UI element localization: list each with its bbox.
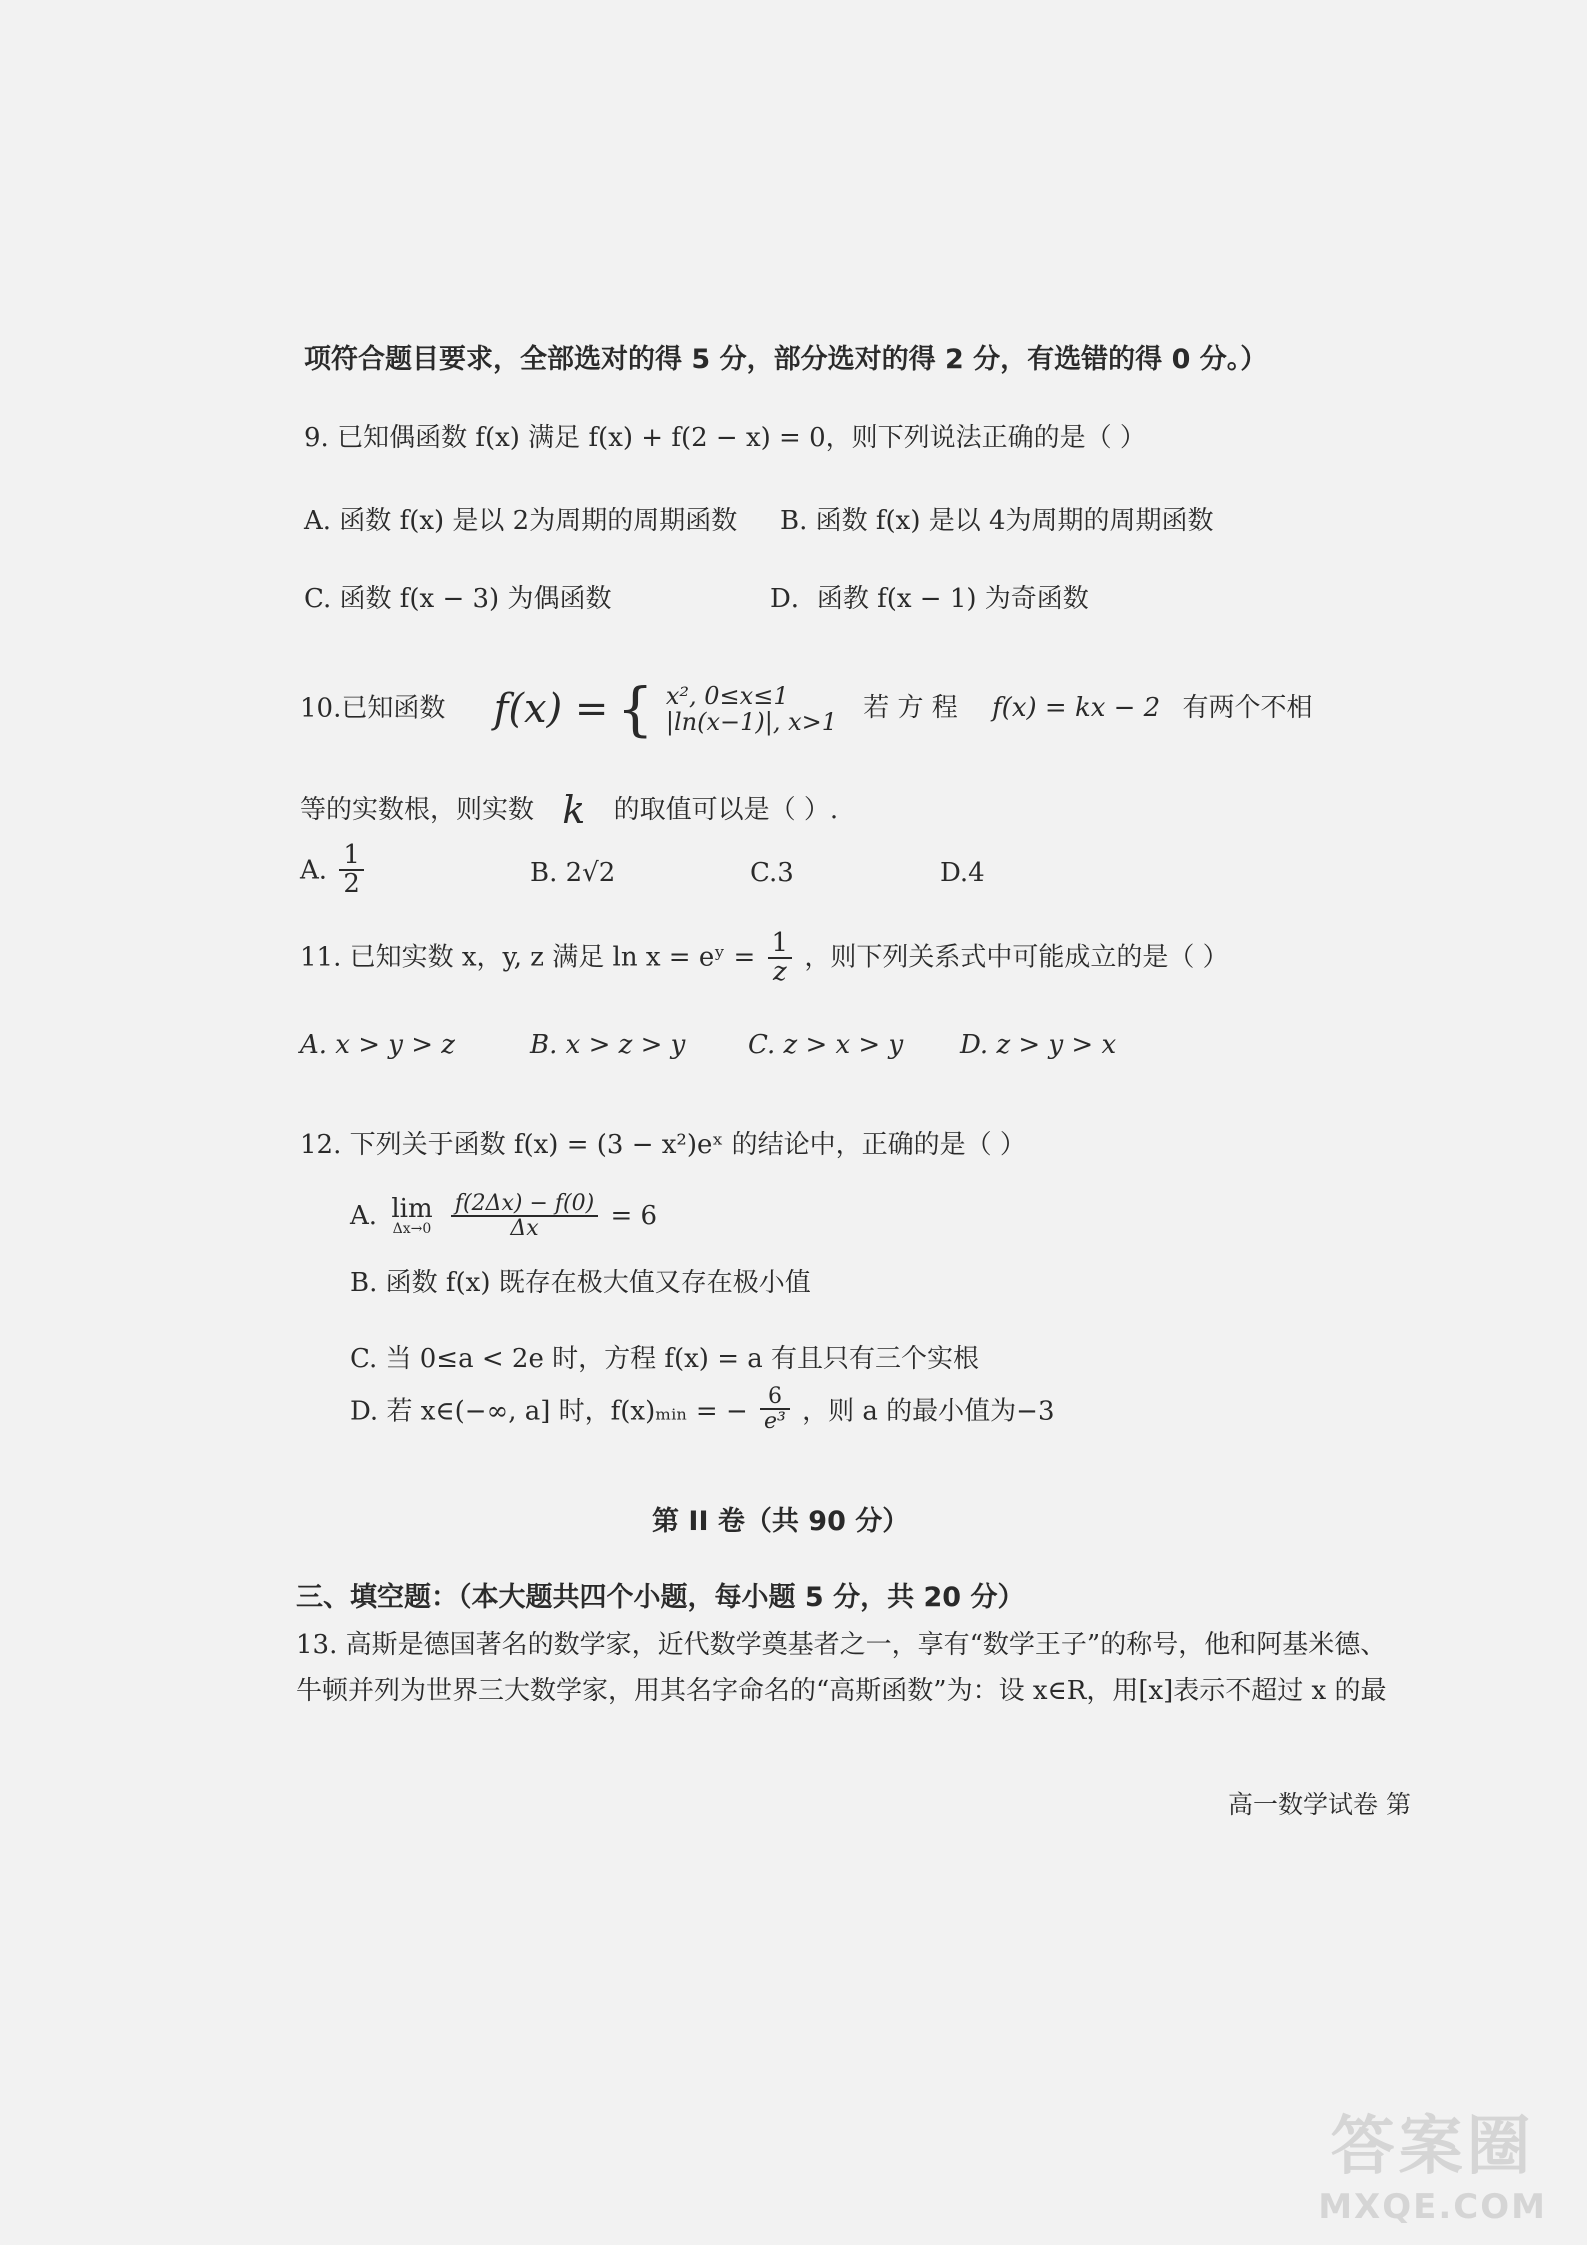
q10-option-a-num: 1: [339, 842, 364, 871]
q12-option-b: B. 函数 f(x) 既存在极大值又存在极小值: [350, 1268, 811, 1298]
section2-title: 第 II 卷（共 90 分）: [652, 1506, 910, 1537]
q10-k: k: [562, 788, 586, 832]
q11-stem: [300, 930, 1229, 987]
instruction-line: 项符合题目要求，全部选对的得 5 分，部分选对的得 2 分，有选错的得 0 分。）: [304, 344, 1268, 375]
q12-option-c: C. 当 0≤a < 2e 时，方程 f(x) = a 有且只有三个实根: [350, 1344, 980, 1374]
q9-option-c: C. 函数 f(x − 3) 为偶函数: [304, 584, 612, 614]
q12-option-a-rest: = 6: [610, 1201, 658, 1232]
q11-option-b: B. x > z > y: [530, 1030, 686, 1060]
q10-brace: {: [616, 675, 654, 743]
q12-lim: lim: [391, 1194, 433, 1225]
q10-option-b: B. 2√2: [530, 858, 616, 888]
q9-option-b: B. 函数 f(x) 是以 4为周期的周期函数: [780, 506, 1214, 536]
q12-option-a-den: Δx: [510, 1216, 539, 1242]
q12-option-d-num: 6: [760, 1385, 790, 1410]
q13-line1: 13. 高斯是德国著名的数学家，近代数学奠基者之一，享有“数学王子”的称号，他和阿基米德、: [296, 1630, 1387, 1660]
q11-suffix: ，则下列关系式中可能成立的是（ ）: [804, 942, 1229, 973]
q10-piecewise: [666, 683, 837, 736]
q12-option-a-fraction: [451, 1192, 598, 1240]
q10-stem-line2: [300, 788, 838, 834]
q10-equation: f(x) = kx − 2: [992, 693, 1161, 724]
q9-stem: 9. 已知偶函数 f(x) 满足 f(x) + f(2 − x) = 0，则下列说法正确的是（ ）: [304, 423, 1146, 453]
q10-line2-b: 的取值可以是（ ）.: [613, 795, 839, 826]
q12-option-d-a: D. 若 x∈(−∞, a] 时，f(x)ₘᵢₙ = −: [350, 1396, 748, 1427]
q12-limit: [391, 1196, 432, 1236]
q10-stem: [300, 675, 1313, 743]
q10-option-c: C.3: [750, 858, 794, 888]
q11-frac-den: z: [772, 957, 787, 988]
site-watermark: [1318, 2095, 1547, 2227]
q11-option-a: A. x > y > z: [300, 1030, 455, 1060]
q12-option-d: [350, 1385, 1054, 1433]
q11-frac-num: 1: [768, 930, 793, 959]
q10-suffix: 有两个不相: [1182, 693, 1313, 724]
q10-case2: |ln(x−1)|, x>1: [665, 708, 837, 736]
q12-option-a-label: A.: [350, 1201, 378, 1232]
watermark-url: MXQE.COM: [1318, 2187, 1547, 2227]
q12-option-a-num: f(2Δx) − f(0): [451, 1192, 598, 1217]
q11-option-d: D. z > y > x: [960, 1030, 1117, 1060]
q10-case1: x², 0≤x≤1: [665, 681, 789, 710]
page-footer: 高一数学试卷 第: [1228, 1790, 1411, 1819]
q11-fraction: [768, 930, 793, 987]
q13-line2: 牛顿并列为世界三大数学家，用其名字命名的“高斯函数”为：设 x∈R，用[x]表示不超过 x 的最: [296, 1676, 1387, 1706]
q12-stem: 12. 下列关于函数 f(x) = (3 − x²)eˣ 的结论中，正确的是（ ）: [300, 1130, 1026, 1160]
q10-option-a: [300, 842, 368, 899]
q10-fx: f(x) =: [493, 686, 609, 732]
q11-prefix: 11. 已知实数 x，y, z 满足 ln x = eʸ =: [300, 942, 756, 973]
q12-option-a: [350, 1192, 657, 1240]
q12-option-d-den: e³: [764, 1409, 786, 1435]
q12-option-d-fraction: [760, 1385, 790, 1433]
q10-mid: 若 方 程: [863, 693, 958, 724]
watermark-logo: 答案圈: [1330, 2110, 1535, 2184]
q10-option-a-den: 2: [343, 869, 360, 900]
q11-option-c: C. z > x > y: [748, 1030, 904, 1060]
q10-prefix: 10.已知函数: [300, 693, 446, 724]
q10-option-a-fraction: [339, 842, 364, 899]
q9-option-a: A. 函数 f(x) 是以 2为周期的周期函数: [304, 506, 738, 536]
q12-lim-sub: Δx→0: [392, 1221, 432, 1238]
q10-option-d: D.4: [940, 858, 985, 888]
q9-option-d: D．函教 f(x − 1) 为奇函数: [770, 584, 1089, 614]
section3-title: 三、填空题：（本大题共四个小题，每小题 5 分，共 20 分）: [296, 1582, 1025, 1613]
q10-line2-a: 等的实数根，则实数: [300, 795, 535, 826]
q12-option-d-b: ，则 a 的最小值为−3: [802, 1396, 1055, 1427]
q10-option-a-label: A.: [300, 855, 328, 886]
